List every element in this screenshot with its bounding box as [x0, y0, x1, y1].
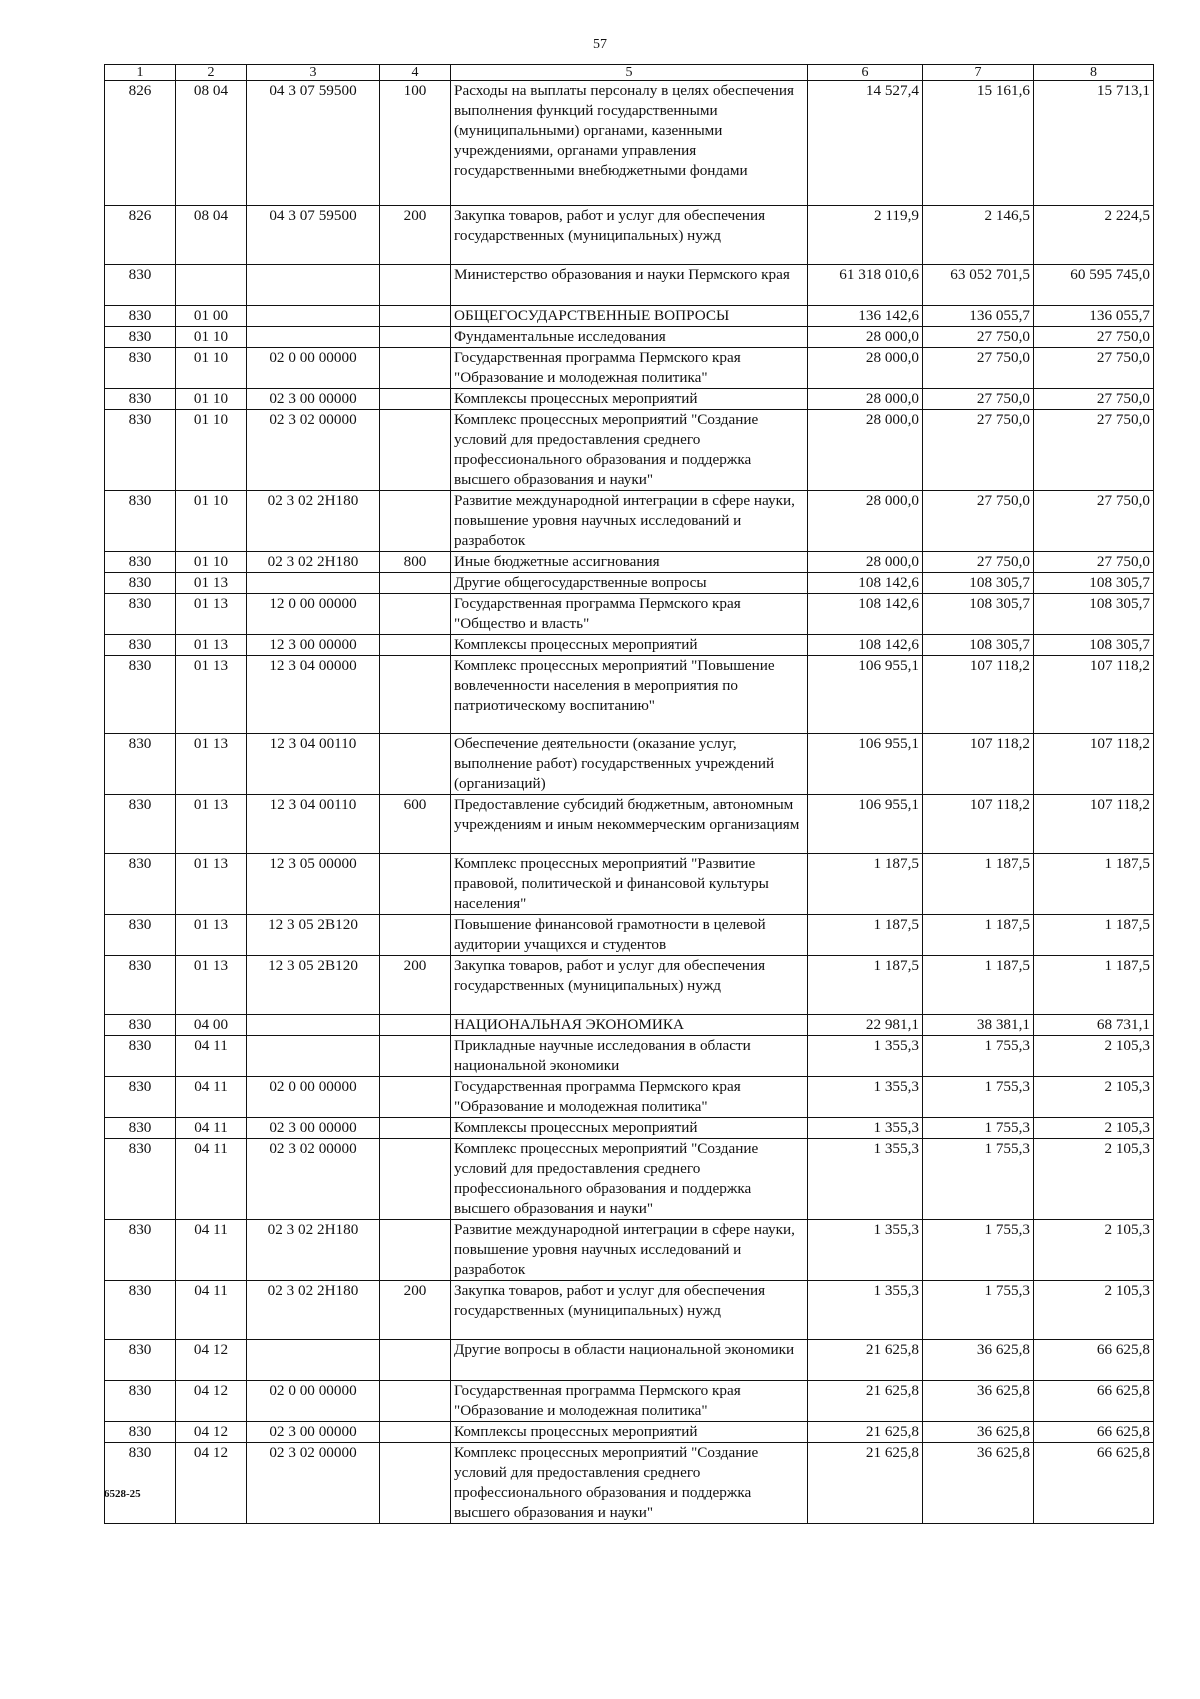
cell-name: Закупка товаров, работ и услуг для обеспечения государственных (муниципальных) нужд [451, 1281, 808, 1340]
table-row [105, 1340, 1154, 1381]
table-row [105, 1281, 1154, 1340]
cell-admin-code: 830 [105, 915, 176, 956]
cell-expense-type [380, 491, 451, 552]
cell-amount-year1: 108 142,6 [808, 594, 923, 635]
column-header: 8 [1034, 65, 1154, 81]
cell-name: Предоставление субсидий бюджетным, автономным учреждениям и иным некоммерческим организациям [451, 795, 808, 854]
cell-section-code: 01 13 [176, 854, 247, 915]
cell-section-code: 01 13 [176, 594, 247, 635]
cell-amount-year3: 27 750,0 [1034, 389, 1154, 410]
cell-amount-year2: 36 625,8 [923, 1381, 1034, 1422]
cell-name: Государственная программа Пермского края "Общество и власть" [451, 594, 808, 635]
cell-admin-code: 830 [105, 552, 176, 573]
cell-amount-year2: 108 305,7 [923, 635, 1034, 656]
cell-amount-year2: 36 625,8 [923, 1443, 1034, 1524]
cell-expense-type [380, 306, 451, 327]
table-row [105, 1139, 1154, 1220]
cell-expense-type: 100 [380, 81, 451, 206]
cell-admin-code: 830 [105, 389, 176, 410]
cell-admin-code: 830 [105, 491, 176, 552]
cell-amount-year2: 2 146,5 [923, 206, 1034, 265]
cell-amount-year2: 38 381,1 [923, 1015, 1034, 1036]
cell-name: Комплекс процессных мероприятий "Создание условий для предоставления среднего профессионального образования и поддержка высшего образования и науки" [451, 410, 808, 491]
cell-expense-type: 200 [380, 956, 451, 1015]
cell-expense-type [380, 915, 451, 956]
cell-expense-type [380, 656, 451, 734]
cell-admin-code: 830 [105, 635, 176, 656]
table-row [105, 1220, 1154, 1281]
cell-expense-type [380, 410, 451, 491]
cell-expense-type: 600 [380, 795, 451, 854]
cell-expense-type [380, 327, 451, 348]
cell-name: Закупка товаров, работ и услуг для обеспечения государственных (муниципальных) нужд [451, 956, 808, 1015]
cell-section-code: 04 11 [176, 1139, 247, 1220]
table-row [105, 795, 1154, 854]
cell-admin-code: 830 [105, 1381, 176, 1422]
cell-admin-code: 830 [105, 306, 176, 327]
cell-expense-type [380, 1036, 451, 1077]
table-row [105, 206, 1154, 265]
table-body [105, 81, 1154, 1524]
cell-amount-year3: 27 750,0 [1034, 327, 1154, 348]
cell-admin-code: 830 [105, 348, 176, 389]
cell-name: Развитие международной интеграции в сфере науки, повышение уровня научных исследований и разработок [451, 1220, 808, 1281]
table-row [105, 306, 1154, 327]
cell-section-code: 01 10 [176, 552, 247, 573]
cell-target-article: 02 3 02 2Н180 [247, 491, 380, 552]
cell-expense-type [380, 1220, 451, 1281]
cell-amount-year3: 66 625,8 [1034, 1443, 1154, 1524]
cell-amount-year3: 27 750,0 [1034, 410, 1154, 491]
table-row [105, 389, 1154, 410]
table-row [105, 1422, 1154, 1443]
cell-amount-year3: 15 713,1 [1034, 81, 1154, 206]
cell-amount-year3: 1 187,5 [1034, 854, 1154, 915]
cell-section-code: 01 13 [176, 656, 247, 734]
table-row [105, 265, 1154, 306]
cell-amount-year1: 1 355,3 [808, 1118, 923, 1139]
cell-section-code: 01 13 [176, 795, 247, 854]
cell-target-article: 12 3 04 00110 [247, 734, 380, 795]
column-header: 7 [923, 65, 1034, 81]
header-row [105, 65, 1154, 81]
cell-section-code: 01 10 [176, 327, 247, 348]
table-row [105, 491, 1154, 552]
column-header: 2 [176, 65, 247, 81]
cell-target-article [247, 265, 380, 306]
cell-target-article: 02 3 02 2Н180 [247, 1220, 380, 1281]
cell-amount-year2: 1 187,5 [923, 854, 1034, 915]
cell-amount-year3: 2 224,5 [1034, 206, 1154, 265]
cell-admin-code: 830 [105, 1139, 176, 1220]
cell-target-article: 02 3 02 2Н180 [247, 1281, 380, 1340]
cell-target-article [247, 1036, 380, 1077]
cell-amount-year2: 27 750,0 [923, 552, 1034, 573]
cell-admin-code: 830 [105, 1281, 176, 1340]
cell-section-code: 04 12 [176, 1340, 247, 1381]
table-row [105, 552, 1154, 573]
cell-section-code: 01 13 [176, 573, 247, 594]
cell-amount-year2: 1 755,3 [923, 1139, 1034, 1220]
cell-section-code: 04 11 [176, 1220, 247, 1281]
cell-name: Государственная программа Пермского края "Образование и молодежная политика" [451, 1077, 808, 1118]
cell-amount-year1: 28 000,0 [808, 491, 923, 552]
table-row [105, 1015, 1154, 1036]
cell-amount-year2: 1 755,3 [923, 1036, 1034, 1077]
cell-section-code: 01 13 [176, 635, 247, 656]
cell-expense-type [380, 1118, 451, 1139]
cell-target-article: 12 3 05 2В120 [247, 956, 380, 1015]
column-header: 5 [451, 65, 808, 81]
table-row [105, 1036, 1154, 1077]
cell-amount-year1: 1 355,3 [808, 1281, 923, 1340]
table-row [105, 915, 1154, 956]
cell-amount-year1: 108 142,6 [808, 635, 923, 656]
cell-amount-year2: 1 755,3 [923, 1118, 1034, 1139]
cell-amount-year2: 27 750,0 [923, 491, 1034, 552]
cell-amount-year1: 106 955,1 [808, 656, 923, 734]
cell-amount-year2: 36 625,8 [923, 1422, 1034, 1443]
cell-expense-type: 800 [380, 552, 451, 573]
cell-admin-code: 826 [105, 206, 176, 265]
cell-amount-year1: 21 625,8 [808, 1381, 923, 1422]
cell-amount-year1: 28 000,0 [808, 389, 923, 410]
cell-target-article [247, 1015, 380, 1036]
cell-section-code: 04 12 [176, 1443, 247, 1524]
cell-name: Государственная программа Пермского края "Образование и молодежная политика" [451, 1381, 808, 1422]
cell-amount-year2: 107 118,2 [923, 656, 1034, 734]
cell-name: Комплекс процессных мероприятий "Создание условий для предоставления среднего профессионального образования и поддержка высшего образования и науки" [451, 1139, 808, 1220]
cell-amount-year1: 21 625,8 [808, 1340, 923, 1381]
cell-amount-year1: 28 000,0 [808, 327, 923, 348]
cell-target-article [247, 327, 380, 348]
cell-admin-code: 830 [105, 854, 176, 915]
cell-expense-type [380, 573, 451, 594]
cell-admin-code: 830 [105, 1036, 176, 1077]
cell-expense-type [380, 1077, 451, 1118]
cell-name: Министерство образования и науки Пермского края [451, 265, 808, 306]
cell-amount-year1: 2 119,9 [808, 206, 923, 265]
table-row [105, 1381, 1154, 1422]
cell-admin-code: 830 [105, 1015, 176, 1036]
cell-target-article: 02 3 02 00000 [247, 1139, 380, 1220]
cell-section-code: 08 04 [176, 206, 247, 265]
cell-amount-year1: 1 355,3 [808, 1139, 923, 1220]
column-header: 4 [380, 65, 451, 81]
cell-expense-type [380, 1340, 451, 1381]
cell-target-article: 02 3 00 00000 [247, 1422, 380, 1443]
cell-expense-type: 200 [380, 206, 451, 265]
cell-admin-code: 830 [105, 734, 176, 795]
cell-amount-year3: 107 118,2 [1034, 795, 1154, 854]
cell-name: Комплекс процессных мероприятий "Развитие правовой, политической и финансовой культуры населения" [451, 854, 808, 915]
cell-amount-year2: 1 755,3 [923, 1077, 1034, 1118]
cell-expense-type [380, 854, 451, 915]
cell-amount-year2: 1 755,3 [923, 1220, 1034, 1281]
table-row [105, 594, 1154, 635]
table-row [105, 573, 1154, 594]
cell-amount-year2: 107 118,2 [923, 795, 1034, 854]
cell-amount-year1: 106 955,1 [808, 734, 923, 795]
cell-target-article: 04 3 07 59500 [247, 81, 380, 206]
cell-target-article: 02 3 00 00000 [247, 389, 380, 410]
cell-name: Фундаментальные исследования [451, 327, 808, 348]
cell-name: Другие вопросы в области национальной экономики [451, 1340, 808, 1381]
table-row [105, 656, 1154, 734]
cell-amount-year1: 106 955,1 [808, 795, 923, 854]
cell-target-article: 12 3 05 2В120 [247, 915, 380, 956]
cell-target-article [247, 306, 380, 327]
cell-target-article: 02 3 02 2Н180 [247, 552, 380, 573]
cell-admin-code: 826 [105, 81, 176, 206]
cell-target-article [247, 1340, 380, 1381]
table-row [105, 1077, 1154, 1118]
cell-name: Другие общегосударственные вопросы [451, 573, 808, 594]
cell-name: Обеспечение деятельности (оказание услуг, выполнение работ) государственных учреждений (организаций) [451, 734, 808, 795]
cell-amount-year3: 2 105,3 [1034, 1036, 1154, 1077]
cell-amount-year1: 1 187,5 [808, 956, 923, 1015]
cell-amount-year1: 14 527,4 [808, 81, 923, 206]
cell-amount-year3: 2 105,3 [1034, 1077, 1154, 1118]
cell-target-article: 02 0 00 00000 [247, 1077, 380, 1118]
page-number: 57 [593, 37, 607, 52]
cell-expense-type [380, 1381, 451, 1422]
cell-target-article: 12 3 04 00110 [247, 795, 380, 854]
cell-target-article [247, 573, 380, 594]
cell-section-code: 01 10 [176, 410, 247, 491]
budget-table [104, 64, 1154, 1524]
cell-amount-year3: 108 305,7 [1034, 573, 1154, 594]
cell-expense-type [380, 635, 451, 656]
cell-expense-type [380, 265, 451, 306]
cell-target-article: 02 0 00 00000 [247, 1381, 380, 1422]
cell-name: Закупка товаров, работ и услуг для обеспечения государственных (муниципальных) нужд [451, 206, 808, 265]
cell-name: Комплексы процессных мероприятий [451, 635, 808, 656]
cell-admin-code: 830 [105, 594, 176, 635]
cell-section-code: 04 11 [176, 1118, 247, 1139]
cell-name: ОБЩЕГОСУДАРСТВЕННЫЕ ВОПРОСЫ [451, 306, 808, 327]
table-row [105, 956, 1154, 1015]
cell-amount-year1: 28 000,0 [808, 410, 923, 491]
cell-amount-year2: 108 305,7 [923, 573, 1034, 594]
cell-amount-year1: 1 355,3 [808, 1220, 923, 1281]
cell-admin-code: 830 [105, 265, 176, 306]
cell-amount-year3: 68 731,1 [1034, 1015, 1154, 1036]
cell-admin-code: 830 [105, 1077, 176, 1118]
table-row [105, 81, 1154, 206]
cell-amount-year1: 1 355,3 [808, 1036, 923, 1077]
cell-amount-year3: 2 105,3 [1034, 1139, 1154, 1220]
table-row [105, 734, 1154, 795]
table-row [105, 1118, 1154, 1139]
cell-target-article: 12 3 00 00000 [247, 635, 380, 656]
cell-amount-year3: 66 625,8 [1034, 1340, 1154, 1381]
cell-amount-year2: 108 305,7 [923, 594, 1034, 635]
cell-amount-year2: 107 118,2 [923, 734, 1034, 795]
cell-amount-year2: 27 750,0 [923, 389, 1034, 410]
cell-admin-code: 830 [105, 573, 176, 594]
cell-admin-code: 830 [105, 956, 176, 1015]
cell-target-article: 12 3 04 00000 [247, 656, 380, 734]
document-code: 6528-25 [104, 1488, 141, 1500]
cell-amount-year2: 136 055,7 [923, 306, 1034, 327]
cell-section-code: 01 13 [176, 956, 247, 1015]
cell-amount-year2: 27 750,0 [923, 327, 1034, 348]
table-row [105, 410, 1154, 491]
cell-amount-year1: 108 142,6 [808, 573, 923, 594]
cell-amount-year1: 28 000,0 [808, 348, 923, 389]
cell-admin-code: 830 [105, 795, 176, 854]
column-header: 3 [247, 65, 380, 81]
cell-target-article: 12 0 00 00000 [247, 594, 380, 635]
cell-amount-year1: 61 318 010,6 [808, 265, 923, 306]
cell-amount-year3: 1 187,5 [1034, 956, 1154, 1015]
cell-amount-year2: 1 187,5 [923, 956, 1034, 1015]
cell-amount-year2: 27 750,0 [923, 410, 1034, 491]
cell-admin-code: 830 [105, 1340, 176, 1381]
cell-section-code: 01 00 [176, 306, 247, 327]
cell-section-code: 01 13 [176, 734, 247, 795]
cell-section-code [176, 265, 247, 306]
table-row [105, 327, 1154, 348]
column-header: 1 [105, 65, 176, 81]
cell-name: Комплексы процессных мероприятий [451, 1422, 808, 1443]
cell-amount-year3: 66 625,8 [1034, 1381, 1154, 1422]
cell-amount-year3: 66 625,8 [1034, 1422, 1154, 1443]
cell-name: Повышение финансовой грамотности в целевой аудитории учащихся и студентов [451, 915, 808, 956]
cell-target-article: 02 3 02 00000 [247, 1443, 380, 1524]
cell-name: Развитие международной интеграции в сфере науки, повышение уровня научных исследований и разработок [451, 491, 808, 552]
cell-section-code: 04 12 [176, 1381, 247, 1422]
cell-admin-code: 830 [105, 410, 176, 491]
cell-section-code: 01 10 [176, 491, 247, 552]
cell-amount-year3: 2 105,3 [1034, 1281, 1154, 1340]
cell-expense-type [380, 594, 451, 635]
cell-expense-type [380, 348, 451, 389]
cell-name: Государственная программа Пермского края "Образование и молодежная политика" [451, 348, 808, 389]
cell-amount-year2: 63 052 701,5 [923, 265, 1034, 306]
cell-amount-year3: 27 750,0 [1034, 552, 1154, 573]
cell-target-article: 02 3 02 00000 [247, 410, 380, 491]
cell-name: Расходы на выплаты персоналу в целях обеспечения выполнения функций государственными (муниципальными) органами, казенными учреждениями, органами управления государственными внебюджетными фондами [451, 81, 808, 206]
cell-name: Иные бюджетные ассигнования [451, 552, 808, 573]
cell-amount-year3: 27 750,0 [1034, 491, 1154, 552]
cell-amount-year1: 21 625,8 [808, 1422, 923, 1443]
cell-amount-year3: 2 105,3 [1034, 1220, 1154, 1281]
cell-name: Комплекс процессных мероприятий "Создание условий для предоставления среднего профессионального образования и поддержка высшего образования и науки" [451, 1443, 808, 1524]
cell-target-article: 02 0 00 00000 [247, 348, 380, 389]
cell-name: Комплекс процессных мероприятий "Повышение вовлеченности населения в мероприятия по патриотическому воспитанию" [451, 656, 808, 734]
cell-amount-year1: 1 355,3 [808, 1077, 923, 1118]
cell-amount-year3: 107 118,2 [1034, 734, 1154, 795]
cell-expense-type [380, 1443, 451, 1524]
cell-name: Комплексы процессных мероприятий [451, 1118, 808, 1139]
cell-section-code: 04 11 [176, 1036, 247, 1077]
cell-amount-year1: 21 625,8 [808, 1443, 923, 1524]
cell-section-code: 04 11 [176, 1281, 247, 1340]
cell-amount-year1: 22 981,1 [808, 1015, 923, 1036]
cell-amount-year2: 27 750,0 [923, 348, 1034, 389]
cell-section-code: 08 04 [176, 81, 247, 206]
cell-expense-type [380, 1015, 451, 1036]
cell-admin-code: 830 [105, 1220, 176, 1281]
cell-amount-year3: 108 305,7 [1034, 594, 1154, 635]
table-row [105, 348, 1154, 389]
cell-amount-year3: 27 750,0 [1034, 348, 1154, 389]
cell-target-article: 12 3 05 00000 [247, 854, 380, 915]
cell-amount-year1: 136 142,6 [808, 306, 923, 327]
cell-amount-year3: 107 118,2 [1034, 656, 1154, 734]
cell-name: Комплексы процессных мероприятий [451, 389, 808, 410]
cell-expense-type [380, 1422, 451, 1443]
cell-amount-year3: 1 187,5 [1034, 915, 1154, 956]
cell-admin-code: 830 [105, 327, 176, 348]
cell-amount-year3: 108 305,7 [1034, 635, 1154, 656]
cell-section-code: 01 13 [176, 915, 247, 956]
table-row [105, 1443, 1154, 1524]
cell-amount-year1: 1 187,5 [808, 915, 923, 956]
cell-amount-year3: 2 105,3 [1034, 1118, 1154, 1139]
cell-admin-code: 830 [105, 1422, 176, 1443]
cell-amount-year2: 1 187,5 [923, 915, 1034, 956]
cell-target-article: 04 3 07 59500 [247, 206, 380, 265]
column-header: 6 [808, 65, 923, 81]
cell-name: НАЦИОНАЛЬНАЯ ЭКОНОМИКА [451, 1015, 808, 1036]
cell-amount-year1: 28 000,0 [808, 552, 923, 573]
cell-admin-code: 830 [105, 1118, 176, 1139]
table-header [105, 65, 1154, 81]
cell-amount-year2: 36 625,8 [923, 1340, 1034, 1381]
cell-amount-year3: 60 595 745,0 [1034, 265, 1154, 306]
cell-amount-year2: 15 161,6 [923, 81, 1034, 206]
cell-section-code: 04 11 [176, 1077, 247, 1118]
table-row [105, 854, 1154, 915]
cell-target-article: 02 3 00 00000 [247, 1118, 380, 1139]
cell-admin-code: 830 [105, 1443, 176, 1524]
cell-section-code: 04 12 [176, 1422, 247, 1443]
cell-admin-code: 830 [105, 656, 176, 734]
cell-expense-type [380, 734, 451, 795]
cell-name: Прикладные научные исследования в области национальной экономики [451, 1036, 808, 1077]
cell-expense-type [380, 1139, 451, 1220]
cell-section-code: 04 00 [176, 1015, 247, 1036]
table-row [105, 635, 1154, 656]
cell-section-code: 01 10 [176, 348, 247, 389]
cell-amount-year2: 1 755,3 [923, 1281, 1034, 1340]
cell-amount-year1: 1 187,5 [808, 854, 923, 915]
cell-expense-type [380, 389, 451, 410]
cell-expense-type: 200 [380, 1281, 451, 1340]
cell-amount-year3: 136 055,7 [1034, 306, 1154, 327]
cell-section-code: 01 10 [176, 389, 247, 410]
